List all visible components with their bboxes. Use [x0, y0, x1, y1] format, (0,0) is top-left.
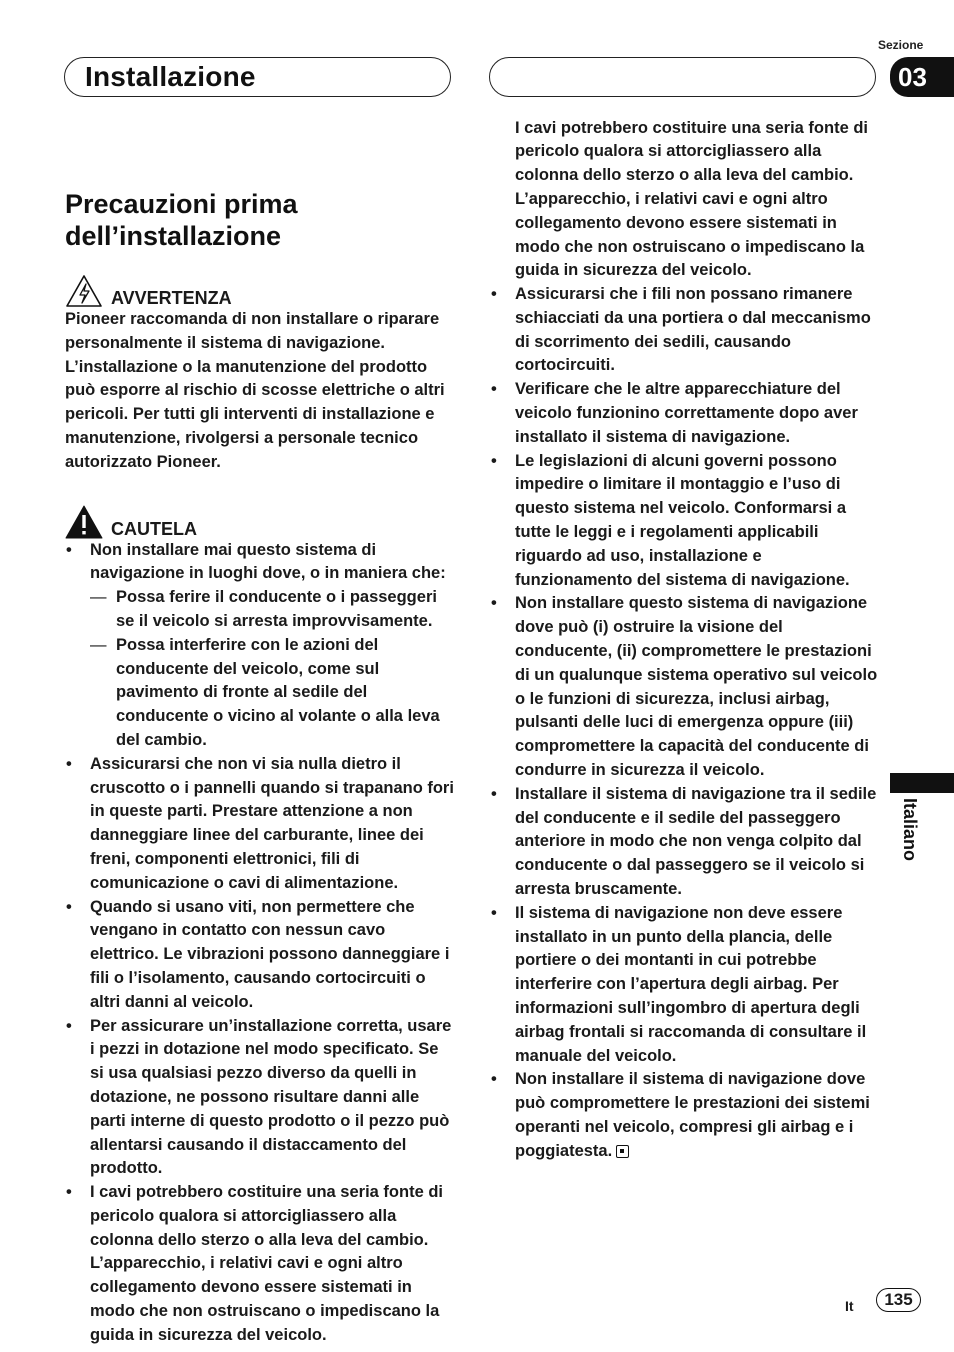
- right-column: [490, 118, 880, 1163]
- language-tab: [896, 798, 926, 878]
- warning-text: Pioneer raccomanda di non installare o riparare personalmente il sistema di navigazione. L’installazione o la manutenzione del prodotto può esporre al rischio di scosse elettriche o altri pericoli. Per tutti gli interventi di installazione e manutenzione, rivolgersi a personale tecnico autorizzato Pioneer.: [65, 310, 445, 471]
- caution-item: • Le legislazioni di alcuni governi possono impedire o limitare il montaggio e l’uso di questo sistema nel veicolo. Conformarsi a tutte le leggi e i regolamenti applicabili riguardo ad uso, installazione e funzionamento del sistema di navigazione.: [490, 450, 880, 593]
- caution-heading: CAUTELA: [111, 518, 197, 539]
- language-code: It: [845, 1298, 854, 1314]
- caution-item: • Assicurarsi che non vi sia nulla dietro il cruscotto o i pannelli quando si trapanano fori in queste parti. Prestare attenzione a non danneggiare linee del carburante, linee dei freni, componenti elettronici, fili di comunicazione o cavi di alimentazione.: [65, 753, 455, 896]
- section-label: Sezione: [878, 38, 924, 52]
- caution-item: • Non installare questo sistema di navigazione dove può (i) ostruire la visione del conducente, (ii) compromettere le prestazioni di un qualunque sistema operativo sul veicolo o le funzioni di sicurezza, inclusi airbag, pulsanti delle luci di emergenza oppure (iii) compromettere la capacità del conducente di condurre in sicurezza il veicolo.: [490, 592, 880, 782]
- caution-list-right: [490, 283, 880, 1163]
- caution-item-text: Non installare il sistema di navigazione dove può compromettere le prestazioni dei sistemi operanti nel veicolo, compresi gli airbag e i poggiatesta.: [515, 1070, 870, 1160]
- section-number-tab: [890, 57, 954, 97]
- caution-subitem: — Possa ferire il conducente o i passeggeri se il veicolo si arresta improvvisamente.: [90, 586, 455, 634]
- section-number: 03: [898, 62, 927, 92]
- caution-item: [490, 1068, 880, 1163]
- caution-item: • Verificare che le altre apparecchiature del veicolo funzionino correttamente dopo aver installato il sistema di navigazione.: [490, 378, 880, 449]
- caution-subitem: — Possa interferire con le azioni del conducente del veicolo, come sul pavimento di fronte al sedile del conducente o vicino al volante o alla leva del cambio.: [90, 634, 455, 753]
- section-title-bar: [64, 57, 451, 97]
- language-tab-label: Italiano: [900, 798, 920, 862]
- caution-heading-row: [65, 505, 455, 539]
- end-of-section-icon: [616, 1145, 629, 1158]
- section-title: Installazione: [85, 61, 256, 92]
- caution-item: • Il sistema di navigazione non deve essere installato in un punto della plancia, delle portiere o dei montanti in cui potrebbe interferire con l’apertura degli airbag. Per informazioni sull’ingombro di apertura degli airbag frontali si raccomanda di consultare il manuale del veicolo.: [490, 902, 880, 1069]
- caution-sublist: [90, 586, 455, 753]
- electric-shock-warning-icon: [65, 274, 103, 308]
- caution-exclamation-icon: [65, 505, 103, 539]
- caution-item-continuation: [490, 118, 880, 283]
- caution-item: • Installare il sistema di navigazione tra il sedile del conducente e il sedile del passeggero anteriore in modo che non venga colpito dal conducente o dal passeggero se il veicolo si arresta bruscamente.: [490, 783, 880, 902]
- page-number: 135: [876, 1288, 921, 1312]
- caution-item: • I cavi potrebbero costituire una seria fonte di pericolo qualora si attorcigliassero alla colonna dello sterzo o alla leva del cambio. L’apparecchio, i relativi cavi e ogni altro collegamento devono essere sistemati in modo che non ostruiscano o impediscano la guida in sicurezza del veicolo.: [65, 1181, 455, 1252]
- caution-item: • Assicurarsi che i fili non possano rimanere schiacciati da una portiera o dal meccanismo di scorrimento dei sedili, causando cortocircuiti.: [490, 283, 880, 378]
- caution-list-left: [65, 539, 455, 1344]
- caution-item: [65, 539, 455, 753]
- warning-heading: AVVERTENZA: [111, 288, 232, 308]
- caution-item-text: Non installare mai questo sistema di navigazione in luoghi dove, o in maniera che:: [90, 540, 446, 583]
- caution-item: • Quando si usano viti, non permettere che vengano in contatto con nessun cavo elettrico. Le vibrazioni possono danneggiare i fili o l’isolamento, causando cortocircuiti o altri danni al veicolo.: [65, 896, 455, 1015]
- language-tab-marker: [890, 773, 954, 793]
- caution-item-continued-text: I cavi potrebbero costituire una seria fonte di pericolo qualora si attorcigliassero alla colonna dello sterzo o alla leva del cambio. L’apparecchio, i relativi cavi e ogni altro collegamento devono essere sistemati in modo che non ostruiscano o impediscano la guida in sicurezza del veicolo.: [515, 118, 868, 280]
- warning-heading-row: [65, 274, 455, 308]
- left-column: [65, 188, 455, 1344]
- caution-item: • Per assicurare un’installazione corretta, usare i pezzi in dotazione nel modo specificato. Se si usa qualsiasi pezzo diverso da quelli in dotazione, ne possono risultare danni alle parti interne di questo prodotto o il pezzo può allentarsi causando il distaccamento del prodotto.: [65, 1015, 455, 1182]
- header-empty-bar: [489, 57, 876, 97]
- page-title: Precauzioni prima dell’installazione: [65, 189, 298, 251]
